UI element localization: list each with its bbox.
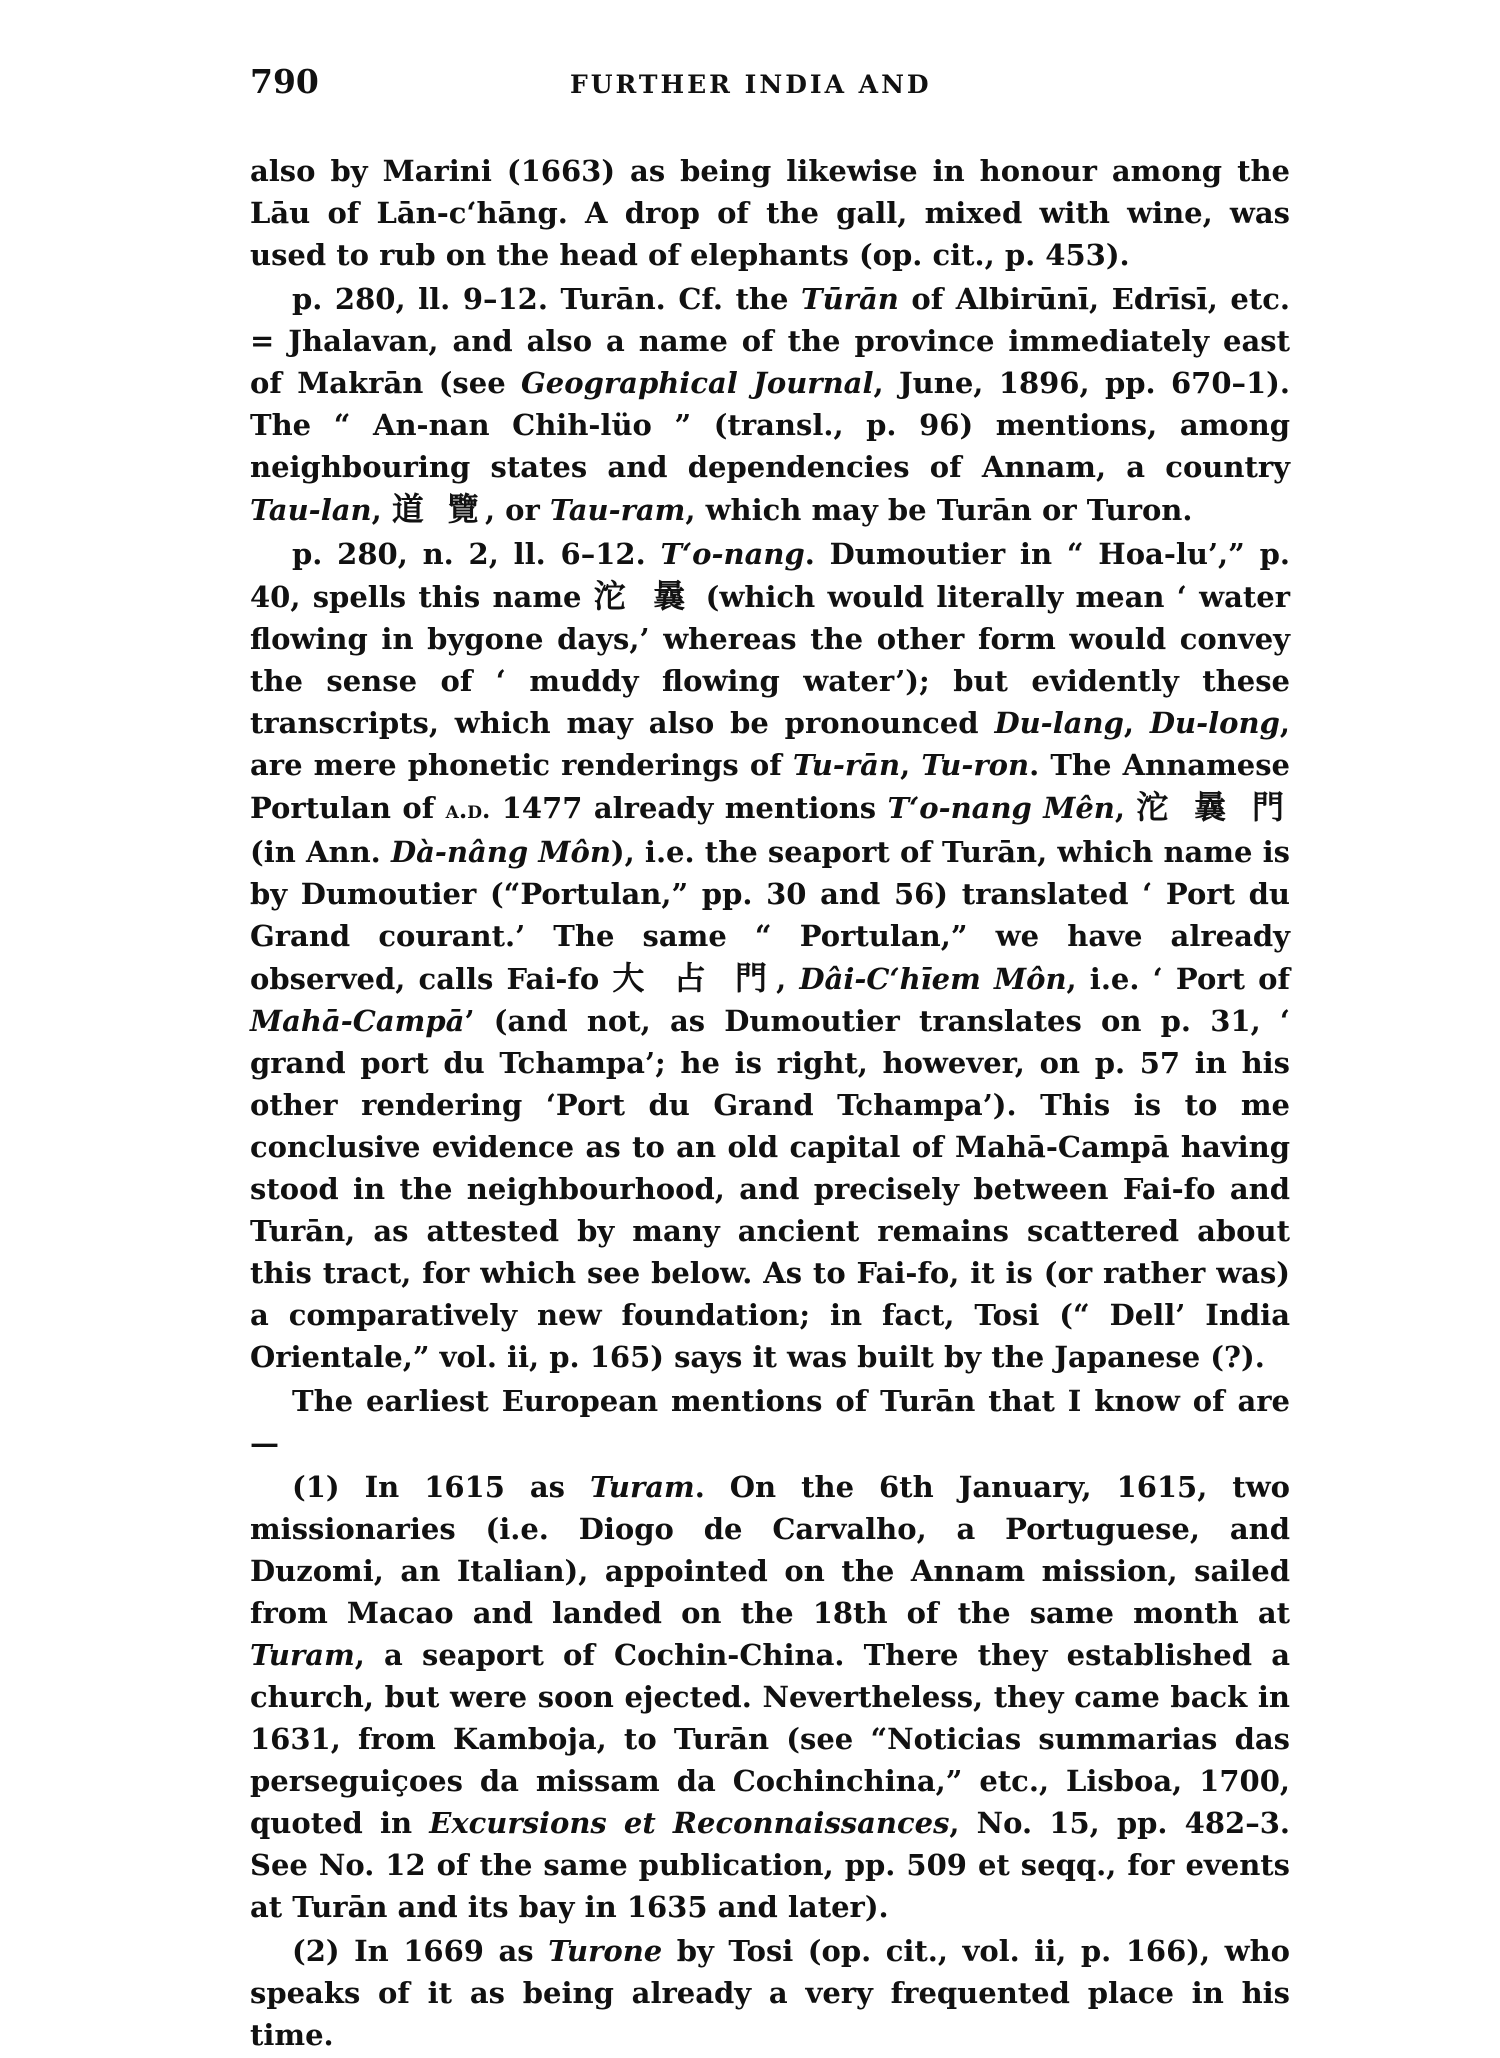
- text-run: ,: [371, 493, 392, 527]
- chinese-characters: 沱 曩: [593, 577, 694, 615]
- text-run: , No. 15, pp. 482–3. See No. 12 of the same publication, pp. 509 et seqq., for events at Turān and its bay in 1635 and later).: [250, 1806, 1290, 1924]
- running-head: FURTHER INDIA AND: [570, 70, 932, 99]
- text-run: , or: [484, 493, 550, 527]
- italic-term: Turam: [589, 1470, 695, 1504]
- italic-term: Tʻo-nang Mên: [887, 791, 1115, 825]
- text-run: , i.e. ‘ Port of: [1066, 962, 1290, 996]
- text-run: The earliest European mentions of Turān that I know of are—: [250, 1384, 1290, 1460]
- italic-term: Geographical Journal: [521, 366, 874, 400]
- italic-term: Turam: [250, 1638, 355, 1672]
- paragraph: [250, 1380, 1290, 1464]
- chinese-characters: 沱 曩 門: [1136, 788, 1290, 826]
- text-run: ,: [900, 748, 922, 782]
- text-run: (1) In 1615 as: [292, 1470, 590, 1504]
- text-run: . On the 6th January, 1615, two missionaries (i.e. Diogo de Carvalho, a Portuguese, and Duzomi, an Italian), appointed on the Annam mission, sailed from Macao and landed on the 18th of the same month at: [250, 1470, 1290, 1630]
- paragraph: [250, 278, 1290, 531]
- text-run: 1477 already mentions: [490, 791, 888, 825]
- page-header: [250, 62, 1290, 106]
- text-run: (which would literally mean ‘ water flowing in bygone days,’ whereas the other form would convey the sense of ‘ muddy flowing water’); but evidently these transcripts, which may also be pronounced: [250, 580, 1290, 740]
- italic-term: Tu-ron: [921, 748, 1030, 782]
- chinese-characters: 道 覽: [391, 490, 485, 528]
- italic-term: Tau-lan: [250, 493, 372, 527]
- italic-term: Du-long: [1149, 706, 1280, 740]
- text-run: ,: [776, 962, 800, 996]
- text-run: , June, 1896, pp. 670–1). The “ An-nan Chih-lüo ” (transl., p. 96) mentions, among neighbouring states and dependencies of Annam, a country: [250, 366, 1290, 484]
- text-run: also by Marini (1663) as being likewise in honour among the Lāu of Lān-cʻhāng. A drop of the gall, mixed with wine, was used to rub on the head of elephants (op. cit., p. 453).: [250, 154, 1290, 272]
- text-run: , which may be Turān or Turon.: [685, 493, 1193, 527]
- text-run: of Albirūnī, Edrīsī, etc. = Jhalavan, and also a name of the province immediately east of Makrān (see: [250, 282, 1290, 400]
- body-text: [250, 150, 1290, 2058]
- text-run: ,: [1114, 791, 1137, 825]
- italic-term: Tu-rān: [792, 748, 901, 782]
- paragraph: [250, 1930, 1290, 2056]
- chinese-characters: 大 占 門: [612, 959, 777, 997]
- text-run: ), i.e. the seaport of Turān, which name is by Dumoutier (“Portulan,” pp. 30 and 56) translated ‘ Port du Grand courant.’ The same “ Portulan,” we have already observed, calls Fai-fo: [250, 835, 1290, 996]
- text-run: p. 280, ll. 9–12. Turān. Cf. the: [292, 282, 802, 316]
- text-run: . Dumoutier in “ Hoa-lu’,” p. 40, spells this name: [250, 537, 1291, 614]
- paragraph: [250, 150, 1290, 276]
- page-number: 790: [250, 62, 319, 101]
- italic-term: Du-lang: [994, 706, 1124, 740]
- text-run: . The Annamese Portulan of: [250, 748, 1290, 825]
- text-run: (2) In 1669 as: [292, 1934, 549, 1968]
- italic-term: Excursions et Reconnaissances: [429, 1806, 950, 1840]
- italic-term: Tʻo-nang: [660, 537, 805, 571]
- italic-term: Turone: [548, 1934, 663, 1968]
- text-run: p. 280, n. 2, ll. 6–12.: [292, 537, 661, 571]
- paragraph: [250, 533, 1290, 1378]
- italic-term: Dâi-Cʻhīem Môn: [799, 962, 1067, 996]
- italic-term: Mahā-Campā: [250, 1004, 465, 1038]
- paragraph: [250, 1466, 1290, 1928]
- text-run: ’ (and not, as Dumoutier translates on p. 31, ‘ grand port du Tchampa’; he is right, however, on p. 57 in his other rendering ‘Port du Grand Tchampa’). This is to me conclusive evidence as to an old capital of Mahā-Campā having stood in the neighbourhood, and precisely between Fai-fo and Turān, as attested by many ancient remains scattered about this tract, for which see below. As to Fai-fo, it is (or rather was) a comparatively new foundation; in fact, Tosi (“ Dell’ India Orientale,” vol. ii, p. 165) says it was built by the Japanese (?).: [250, 1004, 1290, 1374]
- italic-term: Tūrān: [801, 282, 899, 316]
- text-run: (in Ann.: [250, 835, 391, 869]
- text-run: , are mere phonetic renderings of: [250, 706, 1290, 782]
- text-run: ,: [1123, 706, 1150, 740]
- text-run: , a seaport of Cochin-China. There they established a church, but were soon ejected. Nevertheless, they came back in 1631, from Kamboja, to Turān (see “Noticias summarias das perseguiçoes da missam da Cochinchina,” etc., Lisboa, 1700, quoted in: [250, 1638, 1290, 1840]
- small-caps-text: a.d.: [445, 795, 491, 824]
- italic-term: Dà-nâng Môn: [390, 835, 611, 869]
- text-run: by Tosi (op. cit., vol. ii, p. 166), who speaks of it as being already a very frequented place in his time.: [250, 1934, 1290, 2052]
- italic-term: Tau-ram: [549, 493, 686, 527]
